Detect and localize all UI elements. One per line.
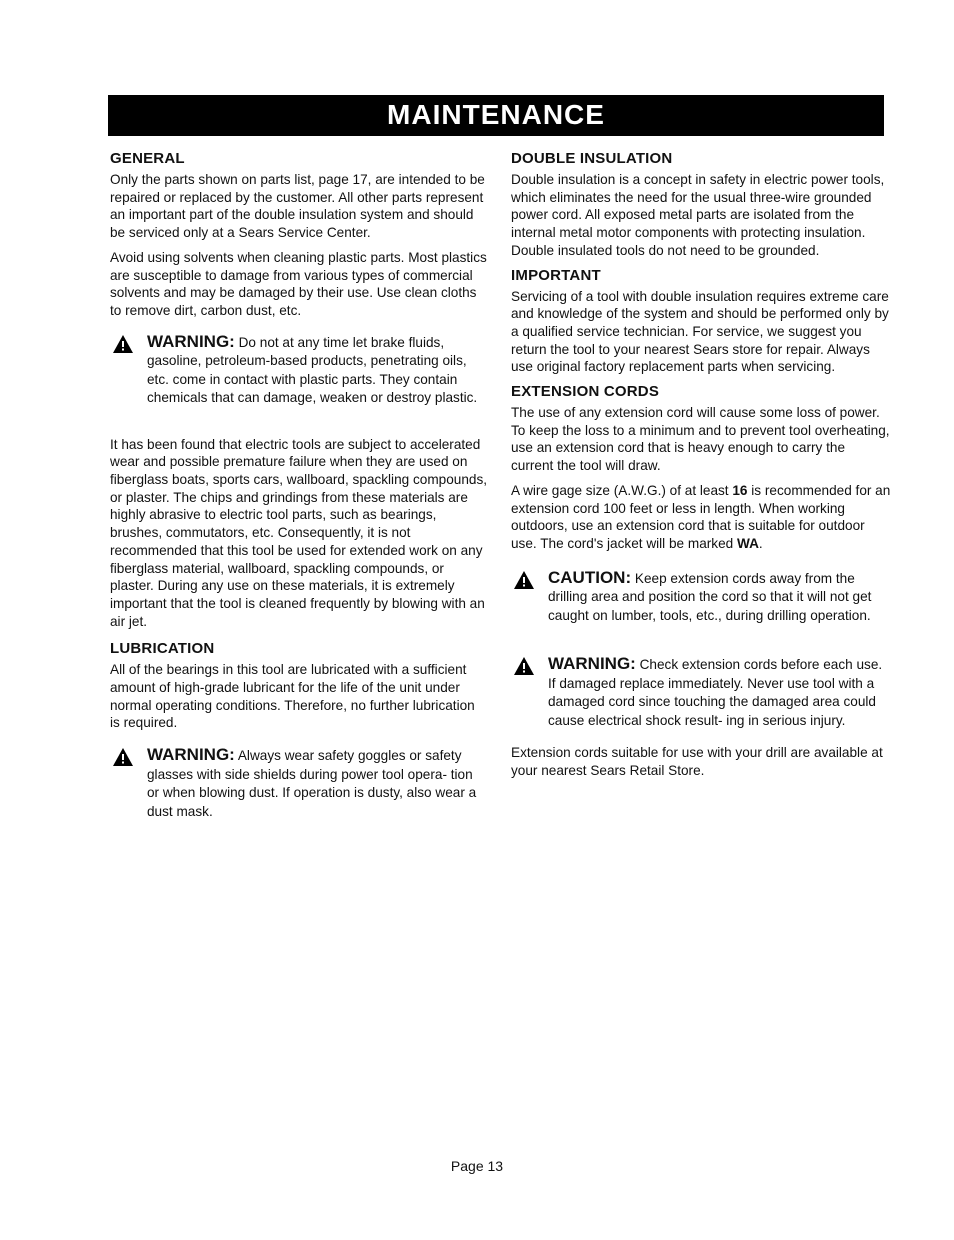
caution-text: Keep extension cords away from the drilling area and position the cord so that it will not get caught on lumber, tools, etc., during drilling operation. [548,570,872,623]
general-heading: GENERAL [110,150,185,167]
warning-notice-cords [511,655,891,730]
final-paragraph: Extension cords suitable for use with your drill are available at your nearest Sears Retail Store. [511,745,883,778]
warning-text: Do not at any time let brake fluids, gasoline, petroleum-based products, penetrating oils, etc. come in contact with plastic parts. They contain chemicals that can damage, weaken or destroy plastic. [147,334,478,406]
caution-notice-cords [511,569,891,626]
warning-triangle-icon [113,748,133,766]
double-insulation-heading: DOUBLE INSULATION [511,150,673,167]
warning-triangle-icon [514,657,534,675]
page-title: MAINTENANCE [387,99,605,130]
general-paragraph-1: Only the parts shown on parts list, page 17, are intended to be repaired or replaced by the customer. All other parts represent an important part of the double insulation system and should be serviced only at a Sears Service Center. [110,172,485,241]
lubrication-paragraph: All of the bearings in this tool are lubricated with a sufficient amount of high-grade lubricant for the life of the unit under normal operating conditions. Therefore, no further lubrication is required. [110,662,475,731]
extension-cords-paragraph-2 [511,482,891,553]
warning-label: WARNING: [147,745,235,765]
gage-value: 16 [732,482,748,498]
text-segment: A wire gage size (A.W.G.) of at least [511,482,733,498]
lubrication-heading: LUBRICATION [110,640,215,658]
warning-triangle-icon [113,335,133,353]
important-paragraph: Servicing of a tool with double insulation requires extreme care and knowledge of the system and should be performed only by a qualified service technician. For service, we suggest you return the tool to your nearest Sears store for repair. Always use original factory replacement parts when servicing. [511,288,889,375]
warning-text: Check extension cords before each use. If damaged replace immediately. Never use tool with a damaged cord since touching the damaged area could cause electrical shock result- ing in serious injury. [548,657,883,728]
text-segment: is recommended for an extension cord 100 feet or less in length. When working outdoors, use an extension cord that is suitable for outdoor use. The cord's jacket will be marked [511,482,891,551]
extension-cords-heading: EXTENSION CORDS [511,383,660,401]
jacket-marking: WA [736,535,759,551]
fiberglass-paragraph: It has been found that electric tools are subject to accelerated wear and possible premature failure when they are used on fiberglass boats, sports cars, wallboard, spackling compounds, or plaster. The chips and grindings from these materials are highly abrasive to electric tool parts, such as bearings, brushes, commutators, etc. Consequently, it is not recommended that this tool be used for extended work on any fiberglass material, wallboard, spackling compounds, or plaster. During any use on these materials, it is extremely important that the tool is cleaned frequently by blowing with an air jet. [110,436,488,629]
important-heading: IMPORTANT [511,266,601,284]
general-paragraph-2: Avoid using solvents when cleaning plastic parts. Most plastics are susceptible to damage from various types of commercial solvents and may be damaged by their use. Use clean cloths to remove dirt, carbon dust, etc. [110,249,487,318]
text-segment: . [758,535,763,551]
page-number: Page 13 [450,1158,504,1174]
caution-label: CAUTION: [548,567,632,587]
warning-notice-goggles [110,746,488,821]
right-column [511,150,891,787]
extension-cords-paragraph-1: The use of any extension cord will cause some loss of power. To keep the loss to a minimum and to prevent tool overheating, use an extension cord that is heavy enough to carry the current the tool will draw. [511,405,890,474]
left-column [110,150,488,835]
warning-label: WARNING: [147,331,235,351]
section-banner [108,95,884,136]
double-insulation-paragraph: Double insulation is a concept in safety in electric power tools, which eliminates the need for the usual three-wire grounded power cord. All exposed metal parts are isolated from the internal metal motor components with protecting insulation. Double insulated tools do not need to be grounded. [511,172,885,258]
warning-notice-solvents [110,333,488,408]
warning-label: WARNING: [548,654,636,674]
warning-triangle-icon [514,571,534,589]
warning-text: Always wear safety goggles or safety glasses with side shields during power tool opera- tion or when blowing dust. If operation is dusty, also wear a dust mask. [147,748,477,819]
